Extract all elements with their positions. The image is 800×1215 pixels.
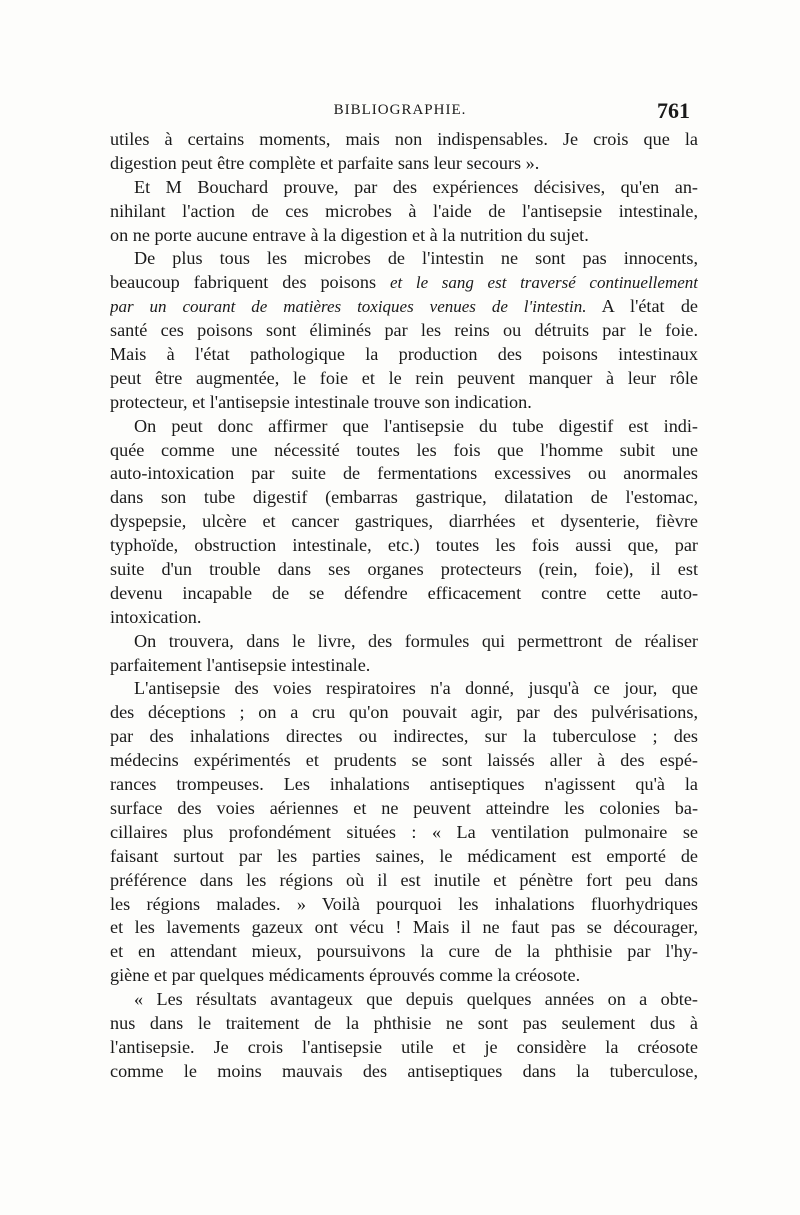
text-line: et les lavements gazeux ont vécu ! Mais il ne faut pas se décourager, <box>110 917 698 938</box>
body-text <box>110 128 698 1084</box>
text-line: On peut donc affirmer que l'antisepsie du tube digestif est indi- <box>134 415 698 436</box>
text-line: Mais à l'état pathologique la production des poisons intestinaux <box>110 344 698 365</box>
page-number: 761 <box>657 98 690 123</box>
text-line: comme le moins mauvais des antiseptiques dans la tuberculose, <box>110 1060 698 1081</box>
text-line-mixed <box>110 271 698 295</box>
paragraph <box>110 247 698 414</box>
text-line: typhoïde, obstruction intestinale, etc.) toutes les fois aussi que, par <box>110 535 698 556</box>
text-line: préférence dans les régions où il est inutile et pénètre fort peu dans <box>110 869 698 890</box>
text-line: quée comme une nécessité toutes les fois que l'homme subit une <box>110 439 698 460</box>
text-line: « Les résultats avantageux que depuis quelques années on a obte- <box>134 989 698 1010</box>
text-line: des déceptions ; on a cru qu'on pouvait agir, par des pulvérisations, <box>110 702 698 723</box>
text-line: rances trompeuses. Les inhalations antiseptiques n'agissent qu'à la <box>110 774 698 795</box>
paragraph <box>110 176 698 248</box>
text-line: parfaitement l'antisepsie intestinale. <box>110 654 371 675</box>
text-line: les régions malades. » Voilà pourquoi les inhalations fluorhydriques <box>110 893 698 914</box>
text-line: l'antisepsie. Je crois l'antisepsie utile et je considère la créosote <box>110 1036 698 1057</box>
text-line: intoxication. <box>110 606 202 627</box>
paragraph <box>110 415 698 630</box>
italic-text: et le sang est traversé continuellement <box>390 273 698 293</box>
paragraph <box>110 630 698 678</box>
text-line: cillaires plus profondément situées : « La ventilation pulmonaire se <box>110 821 698 842</box>
text-line: on ne porte aucune entrave à la digestion et à la nutrition du sujet. <box>110 224 589 245</box>
paragraph <box>110 988 698 1084</box>
text-line: et en attendant mieux, poursuivons la cure de la phthisie par l'hy- <box>110 941 698 962</box>
text-line: digestion peut être complète et parfaite sans leur secours ». <box>110 152 540 173</box>
paragraph <box>110 128 698 176</box>
text-line: surface des voies aériennes et ne peuvent atteindre les colonies ba- <box>110 797 698 818</box>
text-line: devenu incapable de se défendre efficacement contre cette auto- <box>110 582 698 603</box>
text-line: dans son tube digestif (embarras gastrique, dilatation de l'estomac, <box>110 487 698 508</box>
text-line: nihilant l'action de ces microbes à l'aide de l'antisepsie intestinale, <box>110 200 698 221</box>
italic-text: par un courant de matières toxiques venues de l'intestin. <box>110 297 587 317</box>
text-line: utiles à certains moments, mais non indispensables. Je crois que la <box>110 129 698 149</box>
text-line: faisant surtout par les parties saines, le médicament est emporté de <box>110 845 698 866</box>
text-line-mixed <box>110 295 698 319</box>
running-head <box>110 98 690 126</box>
running-head-title: BIBLIOGRAPHIE. <box>333 102 467 118</box>
text-line: nus dans le traitement de la phthisie ne sont pas seulement dus à <box>110 1012 698 1033</box>
roman-text: A l'état de <box>601 296 698 317</box>
text-line: L'antisepsie des voies respiratoires n'a donné, jusqu'à ce jour, que <box>134 678 698 699</box>
paragraph <box>110 677 698 988</box>
text-line: peut être augmentée, le foie et le rein peuvent manquer à leur rôle <box>110 367 698 388</box>
text-line: Et M Bouchard prouve, par des expériences décisives, qu'en an- <box>134 176 698 197</box>
text-line: par des inhalations directes ou indirectes, sur la tuberculose ; des <box>110 726 698 747</box>
text-line: santé ces poisons sont éliminés par les reins ou détruits par le foie. <box>110 320 698 341</box>
text-line: protecteur, et l'antisepsie intestinale trouve son indication. <box>110 391 532 412</box>
text-line: De plus tous les microbes de l'intestin ne sont pas innocents, <box>134 248 698 269</box>
text-line: giène et par quelques médicaments éprouvés comme la créosote. <box>110 965 581 986</box>
text-line: auto-intoxication par suite de fermentations excessives ou anormales <box>110 463 698 484</box>
roman-text: beaucoup fabriquent des poisons <box>110 272 377 293</box>
text-line: dyspepsie, ulcère et cancer gastriques, diarrhées et dysenterie, fièvre <box>110 511 698 532</box>
text-line: médecins expérimentés et prudents se sont laissés aller à des espé- <box>110 750 698 771</box>
text-line: On trouvera, dans le livre, des formules qui permettront de réaliser <box>134 630 698 651</box>
text-line: suite d'un trouble dans ses organes protecteurs (rein, foie), il est <box>110 559 698 580</box>
